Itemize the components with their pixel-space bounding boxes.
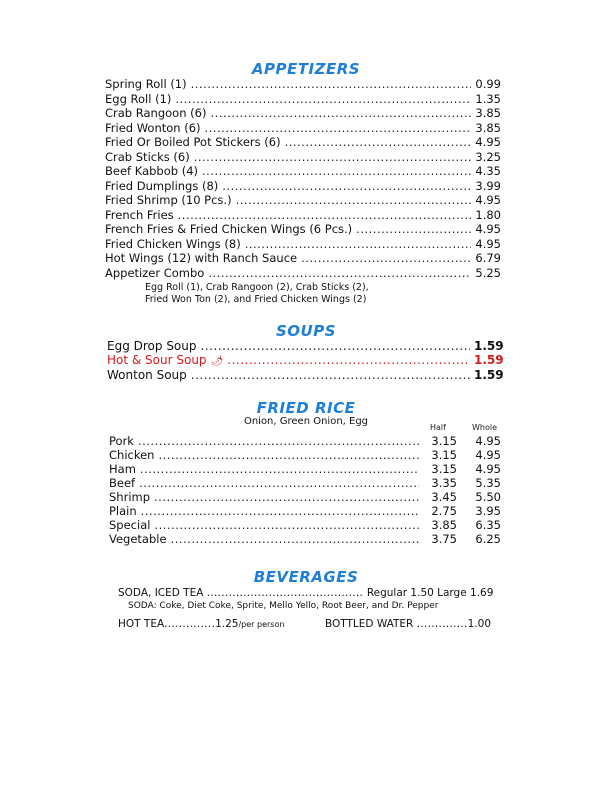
item-price: 4.95	[475, 193, 501, 207]
leader-dots	[178, 208, 471, 222]
menu-item	[105, 222, 501, 236]
menu-item	[109, 448, 501, 462]
leader-dots	[154, 490, 419, 504]
leader-dots	[175, 92, 471, 106]
item-name: Hot Wings (12) with Ranch Sauce	[105, 251, 298, 265]
menu-item	[109, 462, 501, 476]
item-name: Vegetable	[109, 532, 167, 546]
item-price: 1.35	[475, 91, 501, 106]
item-price: 3.99	[475, 178, 501, 193]
leader-dots	[210, 106, 471, 120]
menu-item	[105, 106, 501, 120]
half-column-header: Half	[430, 423, 446, 432]
soda-prices: Regular 1.50 Large 1.69	[366, 587, 494, 599]
menu-item	[105, 164, 501, 178]
leader-dots	[139, 476, 419, 490]
half-price: 3.75	[431, 532, 457, 546]
item-name: Fried Or Boiled Pot Stickers (6)	[105, 135, 281, 149]
half-price: 3.15	[431, 448, 457, 462]
item-price: 4.95	[475, 236, 501, 251]
item-name: Ham	[109, 462, 136, 476]
half-price: 3.35	[431, 476, 457, 490]
whole-price: 6.25	[475, 532, 501, 546]
whole-price: 4.95	[475, 462, 501, 476]
item-price: 1.80	[475, 207, 501, 222]
menu-item	[109, 476, 501, 490]
item-name: French Fries & Fried Chicken Wings (6 Pcs.)	[105, 222, 353, 236]
menu-item	[105, 121, 501, 135]
item-name: Fried Shrimp (10 Pcs.)	[105, 193, 232, 207]
whole-price: 6.35	[475, 518, 501, 532]
beverages-title: BEVERAGES	[253, 568, 359, 586]
half-price: 3.85	[431, 518, 457, 532]
item-price: 5.25	[475, 265, 501, 280]
item-price: 1.59	[474, 353, 504, 367]
menu-item	[109, 490, 501, 504]
leader-dots: ..............	[416, 618, 468, 630]
leader-dots	[208, 266, 471, 280]
item-name: Special	[109, 518, 151, 532]
hot-tea-unit: /per person	[238, 620, 285, 629]
soda-note: SODA: Coke, Diet Coke, Sprite, Mello Yello, Root Beer, and Dr. Pepper	[128, 601, 439, 611]
item-price: 4.95	[475, 135, 501, 149]
whole-price: 5.35	[475, 476, 501, 490]
leader-dots	[171, 532, 419, 546]
menu-item	[107, 368, 502, 382]
item-name: Appetizer Combo	[105, 265, 205, 280]
leader-dots	[201, 339, 471, 353]
half-price: 3.45	[431, 490, 457, 504]
appetizers-title: APPETIZERS	[251, 60, 361, 78]
leader-dots	[356, 222, 471, 236]
item-price: 3.25	[475, 149, 501, 164]
menu-item	[105, 251, 501, 265]
menu-item	[105, 150, 501, 164]
whole-price: 4.95	[475, 448, 501, 462]
bottled-water-line	[325, 618, 491, 630]
chili-pepper-icon: 🌶	[210, 356, 224, 367]
item-price: 1.59	[474, 339, 504, 353]
menu-item	[105, 135, 501, 149]
item-name: Pork	[109, 434, 134, 448]
leader-dots	[158, 448, 419, 462]
item-price: 3.85	[475, 120, 501, 135]
menu-item	[105, 179, 501, 193]
item-name: French Fries	[105, 207, 174, 222]
item-name: Crab Sticks (6)	[105, 149, 190, 164]
item-name: Crab Rangoon (6)	[105, 106, 207, 120]
hot-tea-line	[118, 618, 284, 630]
item-name: Spring Roll (1)	[105, 77, 187, 91]
leader-dots	[245, 237, 471, 251]
water-price: 1.00	[467, 618, 492, 630]
soda-label: SODA, ICED TEA	[118, 587, 204, 599]
leader-dots	[222, 179, 471, 193]
water-label: BOTTLED WATER	[325, 618, 414, 630]
menu-item	[105, 237, 501, 251]
leader-dots	[202, 164, 471, 178]
leader-dots	[154, 518, 419, 532]
soups-title: SOUPS	[275, 322, 337, 340]
leader-dots	[227, 353, 470, 367]
item-price: 3.85	[475, 106, 501, 120]
leader-dots	[191, 77, 471, 91]
item-price: 4.35	[475, 164, 501, 178]
leader-dots	[205, 121, 471, 135]
item-name: Beef Kabbob (4)	[105, 164, 199, 178]
menu-item	[109, 532, 501, 546]
menu-item	[109, 504, 501, 518]
leader-dots	[194, 150, 471, 164]
menu-item	[105, 208, 501, 222]
menu-item	[109, 434, 501, 448]
leader-dots	[236, 193, 471, 207]
item-name: Wonton Soup	[107, 368, 187, 382]
leader-dots: ..............	[164, 618, 216, 630]
item-name: Chicken	[109, 448, 155, 462]
menu-item	[107, 339, 502, 353]
leader-dots	[301, 251, 471, 265]
leader-dots	[140, 462, 419, 476]
menu-item	[109, 518, 501, 532]
leader-dots	[191, 368, 470, 382]
menu-item	[105, 92, 501, 106]
leader-dots	[285, 135, 471, 149]
item-name: Plain	[109, 504, 137, 518]
menu-item-spicy	[107, 353, 502, 369]
whole-price: 3.95	[475, 504, 501, 518]
whole-column-header: Whole	[472, 423, 498, 432]
item-price: 4.95	[475, 222, 501, 236]
fried-rice-title: FRIED RICE	[256, 399, 356, 417]
half-price: 3.15	[431, 462, 457, 476]
leader-dots	[138, 434, 419, 448]
hot-tea-label: HOT TEA	[118, 618, 165, 630]
menu-item	[105, 193, 501, 207]
soda-line	[118, 587, 493, 599]
half-price: 3.15	[431, 434, 457, 448]
item-price: 1.59	[474, 368, 504, 382]
whole-price: 4.95	[475, 434, 501, 448]
half-price: 2.75	[431, 504, 457, 518]
item-name: Egg Drop Soup	[107, 339, 197, 353]
item-price: 0.99	[475, 77, 501, 91]
item-name: Fried Chicken Wings (8)	[105, 236, 241, 251]
item-name: Egg Roll (1)	[105, 91, 172, 106]
item-price: 6.79	[475, 251, 501, 265]
combo-note-line-2: Fried Won Ton (2), and Fried Chicken Wings (2)	[145, 294, 367, 305]
item-name: Hot & Sour Soup 🌶	[107, 353, 224, 367]
menu-item	[105, 77, 501, 91]
item-name: Fried Dumplings (8)	[105, 178, 219, 193]
fried-rice-subtitle: Onion, Green Onion, Egg	[243, 416, 369, 427]
leader-dots: ...........................................	[206, 587, 367, 599]
leader-dots	[141, 504, 419, 518]
hot-tea-price: 1.25	[215, 618, 239, 630]
menu-item	[105, 266, 501, 280]
combo-note-line-1: Egg Roll (1), Crab Rangoon (2), Crab Sticks (2),	[145, 282, 369, 293]
whole-price: 5.50	[475, 490, 501, 504]
item-name: Beef	[109, 476, 136, 490]
item-name: Shrimp	[109, 490, 151, 504]
item-name: Fried Wonton (6)	[105, 120, 201, 135]
